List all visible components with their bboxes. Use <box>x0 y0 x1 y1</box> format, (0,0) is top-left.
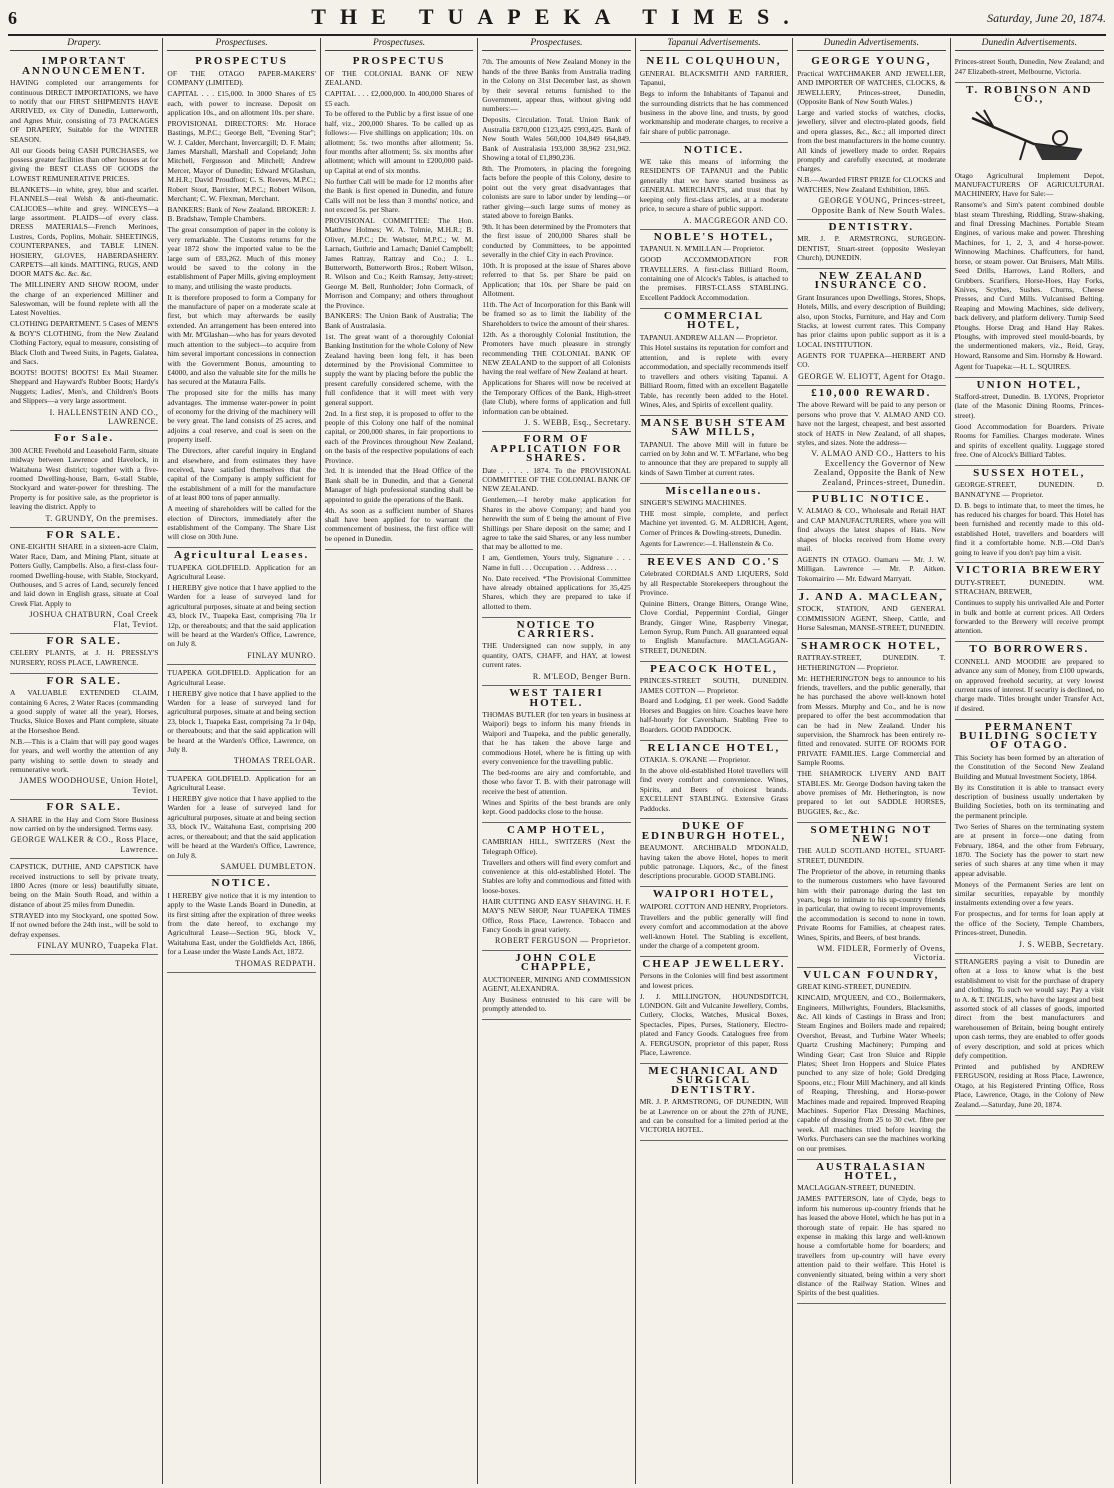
ad-signature: JAMES WOODHOUSE, Union Hotel, Teviot. <box>19 776 159 795</box>
ad-paragraph: 1st. The great want of a thoroughly Colonial Banking Institution for the whole Colony of New Zealand having been long felt, it has been determined by the Provisional Committee to supply the want by placing before the public the present carefully considered scheme, with the full confidence that it will meet with very general support. <box>324 331 474 407</box>
ad-paragraph: AUCTIONEER, MINING AND COMMISSION AGENT, ALEXANDRA. <box>482 974 631 993</box>
ad-paragraph: J. J. MILLINGTON, HOUNDSDITCH, LONDON. Gilt and Vulcanite Jewellery, Combs, Cutlery, Clocks, Watches, Musical Boxes, Spectacles, Pipes, Purses, Stationery, Electro-plated and Fancy Goods. Catalogues free from A. FERGUSON, proprietor of this paper, Ross Place, Lawrence. <box>639 991 789 1057</box>
advertisement <box>167 548 315 665</box>
issue-date: Saturday, June 20, 1874. <box>987 11 1106 25</box>
ad-paragraph: Agents for Lawrence:—I. Hallenstein & Co. <box>639 538 774 548</box>
ad-signature: THOMAS REDPATH. <box>235 958 316 968</box>
advertisement <box>955 54 1104 82</box>
ad-paragraph: Travellers and the public generally will find every comfort and accommodation at the above well-known Hotel. The Stabling is excellent, under the charge of a competent groom. <box>639 912 789 950</box>
ad-title: PROSPECTUS <box>195 55 288 68</box>
advertisement <box>640 555 788 662</box>
ad-paragraph: TUAPEKA GOLDFIELD. Application for an Agricultural Lease. <box>167 773 316 793</box>
ad-signature: THOMAS TRELOAR. <box>233 756 316 766</box>
ad-paragraph: RATTRAY-STREET, DUNEDIN. T. HETHERINGTON — Proprietor. <box>797 653 946 672</box>
ad-paragraph: Applications for Shares will now be received at the Temporary Offices of the Bank, High-street (late Club), where forms of application and full information can be obtained. <box>482 378 631 416</box>
ad-paragraph: Persons in the Colonies will find best assortment and lowest prices. <box>639 971 789 990</box>
ad-paragraph: Mr. HETHERINGTON begs to announce to his friends, travellers, and the public generally, that he has purchased the above well-known hotel from Messrs. Murphy and Co., and he is now prepared to offer the best accommodation that can be had in New Zealand. Under his supervision, the Shamrock has been entirely re-fitted and renovated. SUITE OF ROOMS FOR PRIVATE FAMILIES. Large Commercial and Sample Rooms. <box>797 673 946 768</box>
ad-title: WEST TAIERI HOTEL. <box>509 687 604 709</box>
ad-title: TO BORROWERS. <box>969 643 1090 656</box>
advertisement <box>955 642 1104 719</box>
column-1 <box>6 38 163 1484</box>
ad-paragraph: BANKERS: Bank of New Zealand. BROKER: J. B. Bradshaw, Temple Chambers. <box>167 205 316 224</box>
ad-paragraph: HAIR CUTTING AND EASY SHAVING. H. F. MAY'S NEW SHOP, Near TUAPEKA TIMES Office, Ross Place, Lawrence. Tobacco and Fancy Goods in great variety. <box>482 896 631 934</box>
ad-title: NEIL COLQUHOUN, <box>646 55 782 68</box>
ad-paragraph: 7th. The amounts of New Zealand Money in the hands of the three Banks from Australia trading in the Colony on 31st December last, as shown by their several returns furnished to the Government, appear thus, without giving odd numbers:— <box>482 57 631 114</box>
advertisement <box>640 143 788 230</box>
ad-title: NOTICE TO CARRIERS. <box>516 618 597 641</box>
ad-signature: GEORGE W. ELIOTT, Agent for Otago. <box>798 371 946 381</box>
ad-paragraph: Continues to supply his unrivalled Ale and Porter in bulk and bottle at current prices. All Orders forwarded to the Brewery will receive prompt attention. <box>954 598 1104 636</box>
ad-paragraph: Wines and Spirits of the best brands are only kept. Good paddocks close to the house. <box>482 797 631 816</box>
ad-paragraph: CAMBRIAN HILL, SWITZERS (Next the Telegraph Office). <box>482 837 631 856</box>
ad-paragraph: This Society has been formed by an alteration of the Constitution of the Second New Zealand Building and Mutual Investment Society, 1864. <box>954 752 1104 781</box>
advertisement <box>10 800 158 859</box>
column-2 <box>163 38 320 1484</box>
advertisement <box>640 54 788 142</box>
column-heading: Dunedin Advertisements. <box>955 38 1104 51</box>
ad-signature: ROBERT FERGUSON — Proprietor. <box>495 936 631 946</box>
ad-signature: A. MACGREGOR AND CO. <box>683 215 789 225</box>
ad-title: Agricultural Leases. <box>173 549 310 562</box>
ad-signature: J. S. WEBB, Secretary. <box>1018 939 1104 949</box>
ad-signature: R. M'LEOD, Benger Burn. <box>532 671 631 681</box>
ad-title: T. ROBINSON AND CO., <box>965 83 1093 106</box>
plough-illustration <box>964 108 1094 168</box>
ad-paragraph: 8th. The Promoters, in placing the foregoing facts before the people of this Colony, desire to point out the very great disadvantages that colonists are sure to labor under by lending—or rather giving—such large sums of money as stated above to foreign Banks. <box>482 163 631 220</box>
column-5 <box>636 38 793 1484</box>
advertisement <box>640 309 788 416</box>
ad-paragraph: STOCK, STATION, AND GENERAL COMMISSION AGENT, Sheep, Cattle, and Horse Salesman, MANSE-STREET, DUNEDIN. <box>797 604 946 632</box>
advertisement <box>797 54 945 220</box>
advertisement <box>10 528 158 634</box>
ad-paragraph: A meeting of shareholders will be called for the election of Directors, immediately after the establishment of the Company. The Share List will close on 30th June. <box>167 504 316 542</box>
ad-title: NOBLE'S HOTEL, <box>653 230 775 243</box>
ad-title: £10,000 REWARD. <box>811 387 932 399</box>
advertisement <box>640 484 788 555</box>
advertisement <box>955 720 1104 954</box>
ad-signature: GEORGE WALKER & CO., Ross Place, Lawrence. <box>10 835 159 854</box>
advertisement <box>482 432 630 617</box>
masthead <box>8 4 1106 36</box>
ad-paragraph: BOOTS! BOOTS! BOOTS! Ex Mail Steamer. Sheppard and Hayward's Rubber Boots; Hardy's Nuggets; Ladies', Men's, and Children's Boots and Slippers—a very large assortment. <box>10 367 159 406</box>
ad-title: For Sale. <box>54 432 115 445</box>
ad-paragraph: A VALUABLE EXTENDED CLAIM, containing 6 Acres, 2 Water Races (commanding a good supply of water all the year), Horses, Trucks, Sluice Boxes and Plant complete, situate at the Horseshoe Bend. <box>10 688 159 735</box>
advertisement <box>640 819 788 887</box>
ad-paragraph: TUAPEKA GOLDFIELD. Application for an Agricultural Lease. <box>167 668 316 687</box>
ad-paragraph: 9th. It has been determined by the Promoters that the first issue of 200,000 Shares shall be conducted by Committees, to be appointed severally in the chief City in each Province. <box>482 221 631 260</box>
ad-paragraph: The bed-rooms are airy and comfortable, and those who favor T. B. with their patronage will receive the best of attention. <box>482 767 631 796</box>
ad-paragraph: AGENTS FOR TUAPEKA—HERBERT AND CO. <box>797 350 946 370</box>
ad-title: VULCAN FOUNDRY, <box>803 968 940 981</box>
ad-title: RELIANCE HOTEL, <box>647 741 781 754</box>
ad-title: PROSPECTUS <box>352 55 446 68</box>
ad-title: FOR SALE. <box>46 674 122 687</box>
ad-paragraph: BANKERS: The Union Bank of Australia; The Bank of Australasia. <box>324 311 474 330</box>
ad-signature: FINLAY MUNRO, Tuapeka Flat. <box>37 940 159 950</box>
ad-paragraph: TAPANUI. ANDREW ALLAN — Proprietor. <box>639 332 778 342</box>
column-heading: Prospectuses. <box>325 38 473 51</box>
ad-paragraph: I HEREBY give notice that I have applied to the Warden for a lease of surveyed land for agricultural purposes, situate at and being section 43, block IV., Tuapeka East, comprising 70a 1r 12p, or thereabouts; and that the said application will be heard at the Warden's Office, Lawrence, on July 8. <box>167 582 316 649</box>
ad-paragraph: CAPITAL . . . £2,000,000. In 400,000 Shares of £5 each. <box>324 89 474 108</box>
ad-paragraph: All our Goods being CASH PURCHASES, we possess greater facilities than other houses at for giving the BEST CLASS OF GOODS the LOWEST REMUNERATIVE PRICES. <box>10 145 159 183</box>
ad-title: AUSTRALASIAN HOTEL, <box>815 1160 927 1182</box>
ad-title: FOR SALE. <box>46 801 122 814</box>
ad-title: REEVES AND CO.'S <box>647 555 781 568</box>
ad-paragraph: Begs to inform the Inhabitants of Tapanui and the surrounding districts that he has commenced business in the above line, and trusts, by good workmanship and moderate charges, to receive a fair share of public patronage. <box>639 89 789 136</box>
ad-paragraph: PRINCES-STREET SOUTH, DUNEDIN. JAMES COTTON — Proprietor. <box>639 676 789 695</box>
ad-paragraph: Stafford-street, Dunedin. B. LYONS, Proprietor (late of the Masonic Dining Rooms, Princes-street). <box>954 391 1104 420</box>
ad-paragraph: KINCAID, M'QUEEN, and CO., Boilermakers, Engineers, Millwrights, Founders, Blacksmiths, &c. All kinds of Castings in Brass and Iron; Steam Engines and Boilers made and repaired; Overshot, Breast, and Turbine Water Wheels; Quartz Crushing Machinery; Pumping and Winding Gear; Cast Iron Sluice and Ripple Plates; Sheet Iron Hoppers and Sluice Plates punched to any size of hole; Gold Dredging Spoons, etc.; Flour Mill Machinery, and all kinds of Reaping, Threshing, and Horse-power Machines made and repaired. Improved Reaping Machines. Superior Flax Dressing Machines, capable of dressing from 25 to 30 cwt. fibre per week. All machines tried before leaving the Works. Purchasers can see the machines working on our premises. <box>797 993 946 1153</box>
column-heading: Tapanui Advertisements. <box>640 38 788 51</box>
page-number: 6 <box>8 8 17 28</box>
ad-paragraph: To be offered to the Public by a first issue of one half, viz., 200,000 Shares. To be called up as follows:— Five shillings on application; 10s. on allotment; 5s. two months after allotment; 5s. four months after allotment; 5s. six months after allotment; which will amount to £200,000 paid-up Capital at end of six months. <box>324 109 474 175</box>
ad-paragraph: The MILLINERY AND SHOW ROOM, under the charge of an experienced Milliner and Saleswoman, will be found replete with all the Latest Novelties. <box>10 280 159 318</box>
advertisement <box>167 771 315 877</box>
newspaper-title: THE TUAPEKA TIMES. <box>311 4 803 29</box>
ad-signature: WM. FIDLER, Formerly of Ovens, Victoria. <box>817 944 946 963</box>
ad-signature: V. ALMAO AND CO., Hatters to his Excellency the Governor of New Zealand, Opposite the Bank of New Zealand, Princes-street, Dunedin. <box>811 449 946 487</box>
ad-paragraph: N.B.—Awarded FIRST PRIZE for CLOCKS and WATCHES, New Zealand Exhibition, 1865. <box>797 175 946 194</box>
ad-title: PEACOCK HOTEL, <box>650 662 778 675</box>
ad-paragraph: The Directors, after careful inquiry in England and elsewhere, and from estimates they have received, have satisfied themselves that the capital of the Company is amply sufficient for the establishment of a mill for the manufacture of at least 800 tons of paper annually. <box>167 446 316 503</box>
ad-paragraph: DUTY-STREET, DUNEDIN. WM. STRACHAN, BREWER, <box>954 577 1104 597</box>
ad-paragraph: I HEREBY give notice that I have applied to the Warden for a lease of surveyed land for agricultural purposes, situate at and being section 23, block 1, Tuapeka East, comprising 7a 1r 04p, or thereabouts; and that the said application will be heard at the Warden's Office, Lawrence, on July 8. <box>167 688 316 754</box>
advertisement <box>10 674 158 800</box>
ad-paragraph: Agent for Tuapeka:—H. L. SQUIRES. <box>954 361 1072 371</box>
ad-paragraph: CONNELL AND MOODIE are prepared to advance any sum of Money, from £100 upwards, on approved freehold security, at very lowest current rates of interest. If security is declined, no charge made. Titles brought under Transfer Act, if desired. <box>954 656 1104 713</box>
ad-paragraph: I HEREBY give notice that I have applied to the Warden for a lease of surveyed land for agricultural purposes, situate at and being section 33, block IV., Waitahuna East, comprising 200 acres, or thereabout; and that the said application will be heard at the Warden's Office, Lawrence, on July 8. <box>167 794 316 860</box>
ad-paragraph: PROVISIONAL COMMITTEE: The Hon. Matthew Holmes; W. A. Tolmie, M.H.R.; B. Oliver, M.P.C.; Dr. Webster, M.P.C.; W. M. Larnach, Guthrie and Larnach; Daniel Campbell; James Rattray, Rattray and Co.; J. L. Butterworth, Butterworth Bros.; Robert Wilson, R. Wilson and Co.; Keith Ramsay, Jetty-street; George M. Bell, Runholder; John Cormack, of Morrison and Company; and others throughout the Province. <box>324 215 474 310</box>
ad-signature: FINLAY MUNRO. <box>247 650 316 660</box>
ad-title: GEORGE YOUNG, <box>811 55 932 68</box>
ad-paragraph: GOOD ACCOMMODATION FOR TRAVELLERS. A first-class Billiard Room, containing one of Alcock's Tables, is attached to the premises. FIRST-CLASS STABLING. Excellent Paddock Accommodation. <box>639 255 789 302</box>
advertisement <box>797 220 945 269</box>
ad-paragraph: I HEREBY give notice that it is my intention to apply to the Waste Lands Board in Dunedin, at its first sitting after the expiration of three weeks from the date hereof, to exchange my Agricultural Lease—Section 9G, block V., Waitahuna East, under the Goldfields Act, 1866, for a Lease under the Waste Lands Act, 1872. <box>167 890 316 957</box>
ad-paragraph: For prospectus, and for terms for loan apply at the office of the Society, Temple Chambers, Princes-street, Dunedin. <box>954 909 1104 938</box>
ad-signature: J. S. WEBB, Esq., Secretary. <box>524 417 631 427</box>
ad-paragraph: In the above old-established Hotel travellers will find every comfort and convenience. Wines, Spirits, and Beers of choicest brands. EXCELLENT STABLING. Extensive Grass Paddocks. <box>639 765 789 813</box>
ad-paragraph: Printed and published by ANDREW FERGUSON, residing at Ross Place, Lawrence, Otago, at his Registered Printing Office, Ross Place, Lawrence, Otago, in the Colony of New Zealand.—Saturday, June 20, 1874. <box>954 1061 1104 1109</box>
column-heading: Prospectuses. <box>167 38 315 51</box>
ad-paragraph: V. ALMAO & CO., Wholesale and Retail HAT and CAP MANUFACTURERS, where you will find always the latest shapes of Hats. New shapes of blocks received from Home every mail. <box>797 506 946 554</box>
advertisement <box>797 823 945 968</box>
advertisement <box>167 54 315 548</box>
ad-paragraph: 2nd. In a first step, it is proposed to offer to the people of this Colony one half of the nominal capital, or 200,000 shares, in fair proportions to each of the Provinces throughout New Zealand, on the basis of the respective populations of each Province. <box>324 408 474 465</box>
ad-title: MANSE BUSH STEAM SAW MILLS, <box>640 416 788 439</box>
ad-paragraph: STRAYED into my Stockyard, one spotted Sow. If not owned before the 24th inst., will be sold to defray expenses. <box>10 910 159 939</box>
ad-paragraph: Deposits. Circulation. Total. Union Bank of Australia £870,000 £123,425 £993,425. Bank of New South Wales 560,000 104,849 664,849. Bank of Australasia 193,000 38,962 231,962. Showing a total of £1,890,236. <box>482 115 631 162</box>
ad-paragraph: D. B. begs to intimate that, to meet the times, he has reduced his charges for board. This Hotel has been furnished and recently made to this old-established Hotel, travellers and boarders will find it a comfortable home. N.B.—Old Dan's going to leave if you don't pay him a visit. <box>954 500 1104 557</box>
ad-title: CHEAP JEWELLERY. <box>642 957 786 970</box>
ad-paragraph: TUAPEKA GOLDFIELD. Application for an Agricultural Lease. <box>167 562 316 582</box>
advertisement <box>640 230 788 309</box>
advertisement <box>640 741 788 820</box>
ad-paragraph: Princes-street South, Dunedin, New Zealand; and 247 Elizabeth-street, Melbourne, Victoria. <box>954 57 1104 76</box>
advertisement <box>955 563 1104 642</box>
ad-paragraph: CLOTHING DEPARTMENT. 5 Cases of MEN'S & BOY'S CLOTHING, from the New Zealand Clothing Factory, equal to measure, consisting of Black Cloth and Tweed Suits, in Pagets, Galatea, and Sacs. <box>10 319 159 366</box>
ad-signature: SAMUEL DUMBLETON. <box>220 861 316 871</box>
ad-title: CAMP HOTEL, <box>506 823 606 836</box>
ad-title: NEW ZEALAND INSURANCE CO. <box>814 270 929 292</box>
ad-paragraph: 3rd. It is intended that the Head Office of the Bank shall be in Dunedin, and that a General Manager of high professional standing shall be appointed to guide the operations of the Bank. <box>324 466 474 504</box>
ad-title: PERMANENT BUILDING SOCIETY OF OTAGO. <box>959 720 1100 752</box>
ad-title: SUSSEX HOTEL, <box>973 466 1086 479</box>
ad-paragraph: THE AULD SCOTLAND HOTEL, STUART-STREET, DUNEDIN. <box>797 846 946 865</box>
ad-title: J. AND A. MACLEAN, <box>798 590 945 603</box>
ad-paragraph: HAVING completed our arrangements for continuous DIRECT IMPORTATIONS, we have to notify that our FIRST SHIPMENTS HAVE ARRIVED, ex City of Dunedin, Lutterworth, and Agnes Muir, consisting of 73 PACKAGES OF DRAPERY, Suitable for the WINTER SEASON. <box>10 78 159 144</box>
ad-paragraph: 300 ACRE Freehold and Leasehold Farm, situate midway between Lawrence and Havelock, in Waitahuna West district; together with a five-roomed Dwelling-house, Barn, 6-stall Stable, Stockyard and water-power for threshing. The Property is for positive sale, as the proprietor is leaving the district. Apply to <box>10 445 159 512</box>
advertisement <box>955 954 1104 1116</box>
ad-paragraph: STRANGERS paying a visit to Dunedin are often at a loss to know what is the best establishment to visit for the purchase of drapery and clothing. To such we would say: Pay a visit to A. & T. INGLIS, who have the largest and best assorted stock of all classes of goods, imported direct from the best manufacturers and warehousemen of Britain, being bought entirely upon cash terms, they are enabled to offer goods of every description, and sold at prices which defy competition. <box>954 957 1104 1061</box>
column-heading: Drapery. <box>10 38 158 51</box>
advertisement <box>797 1160 945 1305</box>
ad-paragraph: Practical WATCHMAKER AND JEWELLER, AND IMPORTER OF WATCHES, CLOCKS, & JEWELLERY, Princes-street, Dunedin, (Opposite Bank of New South Wales.) <box>797 68 946 107</box>
ad-paragraph: No. Date received. *The Provisional Committee have already obtained applications for 35,425 Shares, which they are prepared to take if allotted to them. <box>482 573 631 611</box>
ad-paragraph: TAPANUI. N. M'MILLAN — Proprietor. <box>639 244 765 254</box>
ad-paragraph: AGENTS IN OTAGO. Oamaru — Mr. J. W. Milligan. Lawrence — Mr. P. Aitken. Tokomairiro — Mr. Edward Marryatt. <box>797 555 946 583</box>
column-3 <box>321 38 478 1484</box>
ad-paragraph: OF THE COLONIAL BANK OF NEW ZEALAND. <box>324 68 474 88</box>
ad-paragraph: GEORGE-STREET, DUNEDIN. D. BANNATYNE — Proprietor. <box>954 480 1104 499</box>
advertisement <box>640 957 788 1064</box>
ad-paragraph: By its Constitution it is able to transact every description of business usually undertaken by Building Societies, both on its terminating and the permanent principle. <box>954 782 1104 820</box>
ad-paragraph: N.B.—This is a Claim that will pay good wages for years, and well worthy the attention of any party wishing to settle down to steady and remunerative work. <box>10 736 159 774</box>
ad-paragraph: I am, Gentlemen, Yours truly, Signature . . . Name in full . . . Occupation . . . Address . . . <box>482 553 631 572</box>
ad-paragraph: The proposed site for the mills has many advantages. The immense water-power in point of economy for the driving of the machinery will be very great. The land consists of 25 acres, and adjoins a coal reserve, and coal is seen on the property itself. <box>167 388 316 445</box>
ad-title: SHAMROCK HOTEL, <box>801 639 942 652</box>
advertisement <box>482 951 630 1020</box>
advertisement <box>482 54 630 432</box>
column-7 <box>951 38 1108 1484</box>
ad-paragraph: Celebrated CORDIALS AND LIQUERS, Sold by all Respectable Storekeepers throughout the Province. <box>639 569 789 597</box>
column-4 <box>478 38 635 1484</box>
ad-paragraph: PROVISIONAL DIRECTORS: Mr. Horace Bastings, M.P.C.; George Bell, "Evening Star"; W. J. Calder, Merchant, Invercargill; D. F. Main; James Marshall, Marshall and Copeland; John Mitchell, Fergusson and Mitchell; Andrew Mercer, Mayor of Dunedin; Edward M'Glashan, M.H.R.; David Proudfoot; C. S. Reeves, M.P.C.; Robert Stout, Barrister, M.P.C.; Robert Wilson, Merchant; C. W. Flexman, Merchant. <box>167 118 316 204</box>
ad-paragraph: MR. J. P. ARMSTRONG, SURGEON-DENTIST, Stuart-street (opposite Wesleyan Church), DUNEDIN. <box>797 234 946 263</box>
advertisement <box>10 859 158 955</box>
ad-paragraph: Travellers and others will find every comfort and convenience at this old-established Hotel. The Stables are lofty and commodious and fitted with loose-boxes. <box>482 857 631 895</box>
ad-signature: T. GRUNDY, On the premises. <box>45 513 159 523</box>
ad-paragraph: A SHARE in the Hay and Corn Store Business now carried on by the undersigned. Terms easy. <box>10 814 159 833</box>
advertisement <box>640 887 788 956</box>
advertisement <box>10 634 158 674</box>
ad-paragraph: MR. J. P. ARMSTRONG, OF DUNEDIN, Will be at Lawrence on or about the 27th of JUNE, and can be consulted for a limited period at the VICTORIA HOTEL. <box>639 1097 789 1135</box>
ad-paragraph: MACLAGGAN-STREET, DUNEDIN. <box>797 1183 916 1193</box>
advertisement <box>955 378 1104 466</box>
ad-paragraph: BEAUMONT. ARCHIBALD M'DONALD, having taken the above Hotel, hopes to merit public patronage. Liquors, &c., of the finest descriptions procurable. GOOD STABLING. <box>639 843 789 881</box>
ad-title: SOMETHING NOT NEW! <box>810 823 933 846</box>
ad-paragraph: BLANKETS—in white, grey, blue and scarlet. FLANNELS—real Welsh & anti-rheumatic. CALICOES—white and grey. WINCEYS—a large assortment. PLAIDS—of every class. DRESS MATERIALS—French Merinoes, Lustres, Cords, Poplins, Mohair. SHEETINGS, COUNTERPANES, and TABLE LINEN. HOSIERY, GLOVES, HABERDASHERY. CARPETS—all kinds. MATTING, RUGS, AND DOOR MATS &c. &c. &c. <box>10 184 159 279</box>
advertisement <box>482 823 630 951</box>
advertisement <box>797 492 945 590</box>
ad-paragraph: OF THE OTAGO PAPER-MAKERS' COMPANY (LIMITED). <box>167 68 316 88</box>
advertisement <box>797 269 945 386</box>
ad-title: FOR SALE. <box>46 635 122 648</box>
ad-paragraph: WAIPORI. COTTON AND HENRY, Proprietors. <box>639 901 788 911</box>
advertisement <box>797 639 945 823</box>
ad-title: FORM OF APPLICATION FOR SHARES. <box>490 433 623 465</box>
ad-paragraph: No further Call will be made for 12 months after the Bank is first opened in Dunedin, and future Calls will not be less than 3 months' notice, and not exceed 5s. per Share. <box>324 176 474 214</box>
ad-paragraph: GREAT KING-STREET, DUNEDIN. <box>797 982 912 992</box>
ad-paragraph: Two Series of Shares on the terminating system are at present in force—one dating from February, 1864, and the other from February, 1870. The Society has the power to start new series of such shares at any time when it may appear advisable. <box>954 821 1104 878</box>
ad-paragraph: ONE-EIGHTH SHARE in a sixteen-acre Claim, Water Race, Dam, and Mining Plant, situate at Potters Gully, Campbells. Also, a first-class four-roomed Dwelling-house, with Stable, Stockyard, Outhouses, and 5 acres of Land, securely fenced and laid down in English grass, situate at Coal Creek Flat. Apply to <box>10 542 159 608</box>
columns <box>6 38 1108 1484</box>
ad-paragraph: It is therefore proposed to form a Company for the manufacture of paper on a moderate scale at first, but which may afterwards be easily extended. An arrangement has been entered into with Mr. M'Glashan—who has for years devoted much attention to the subject—to acquire from him several important concessions in connection with the Government Bonus, amounting to £4000, and also the valuable site for the mills he has secured at the Mataura Falls. <box>167 292 316 387</box>
ad-paragraph: Grant Insurances upon Dwellings, Stores, Shops, Hotels, Mills, and every description of Building; also, upon Stocks, Furniture, and Hay and Corn Stacks, at lowest current rates. This Company has prior claims upon public support as it is a LOCAL INSTITUTION. <box>797 292 946 349</box>
ad-paragraph: Large and varied stocks of watches, clocks, jewellery, silver and electro-plated goods, field and opera glasses, &c., &c.; all imported direct from the best manufacturers in the home country. All kinds of jewellery made to order. Repairs promptly and carefully executed, at moderate charges. <box>797 107 946 174</box>
ad-paragraph: 4th. As soon as a sufficient number of Shares shall have been applied for to warrant the commencement of business, the first office will be opened in Dunedin. <box>324 505 474 543</box>
advertisement <box>167 665 315 771</box>
advertisement <box>640 1064 788 1141</box>
advertisement <box>955 466 1104 564</box>
column-heading: Dunedin Advertisements. <box>797 38 945 51</box>
ad-title: FOR SALE. <box>46 529 122 541</box>
ad-signature: GEORGE YOUNG, Princes-street, Opposite Bank of New South Wales. <box>811 196 946 215</box>
ad-paragraph: THE Undersigned can now supply, in any quantity, OATS, CHAFF, and HAY, at lowest current rates. <box>482 641 631 670</box>
ad-title: DENTISTRY. <box>828 220 915 233</box>
advertisement <box>640 416 788 484</box>
advertisement <box>167 876 315 973</box>
ad-title: WAIPORI HOTEL, <box>652 888 775 901</box>
ad-title: Miscellaneous. <box>665 484 763 497</box>
advertisement <box>797 590 945 639</box>
advertisement <box>797 386 945 492</box>
ad-paragraph: 12th. As a thoroughly Colonial Institution, the Promoters have much pleasure in strongly recommending THE COLONIAL BANK OF NEW ZEALAND to the support of all Colonists having the real welfare of New Zealand at heart. <box>482 329 631 377</box>
advertisement <box>10 54 158 431</box>
ad-paragraph: CELERY PLANTS, at J. H. PRESSLY'S NURSERY, ROSS PLACE, LAWRENCE. <box>10 648 159 667</box>
ad-paragraph: Gentlemen,—I hereby make application for Shares in the above Company; and hand you herewith the sum of £ being the amount of Five Shillings per Share deposit on the same; and I agree to take the said Shares, or any less number that may be allotted to me. <box>482 495 631 552</box>
ad-paragraph: 10th. It is proposed at the issue of Shares above referred to that 5s. per Share be paid on Application; that 10s. per Share be paid on Allotment. <box>482 260 631 299</box>
ad-paragraph: JAMES PATTERSON, late of Clyde, begs to inform his numerous up-country friends that he has leased the above Hotel, which he has put in a thorough state of repair. He has spared no expense in making this large and well-known house a comfortable home for boarders; and travellers from up-country will have every attention paid to their welfare. This Hotel is conveniently situated, being within a very short distance of the Railway Station. Wines and Spirits of the best qualities. <box>797 1194 946 1298</box>
ad-paragraph: The above Reward will be paid to any person or persons who prove that V. ALMAO AND CO. have not the largest, cheapest, and best assorted stock of HATS in New Zealand, of all shapes, styles, and sizes. Note the address— <box>797 400 946 448</box>
ad-paragraph: Ransome's and Sim's patent combined double blast steam Threshing, Riddling, Straw-shaking, and final Dressing Machines. Portable Steam Engines, of various make and power. Threshing Machines, for 1, 2, 3, and 4 horse-power. Winnowing Machines. Chaffcutters, for hand, horse, or steam power. Oat Bruisers, Malt Mills. Seed Drills, Harrows, Land Rollers, and Grubbers. Scarifiers, Horse-Hoes, Hay Forks, Knives, Scythes, Sushes. Churns, Cheese Presses, and Curd Mills. Vulcanised Belting. Reaping and Mowing Machines, side delivery, back delivery, and platform delivery. Turnip Seed Ploughs. Horse Drag and Hand Hay Rakes. Ploughs, with improved steel mould-boards, by the undermentioned makers, viz., Reid, Gray, Howard, Ransome and Sim. Hornsby & Howard. <box>954 200 1104 360</box>
advertisement <box>482 618 630 686</box>
ad-paragraph: THE SHAMROCK LIVERY AND BAIT STABLES. Mr. George Dodson having taken the above premises of Mr. Hetherington, is now prepared to let out SADDLE HORSES, BUGGIES, &c., &c. <box>797 769 946 816</box>
ad-paragraph: Date . . . . . 1874. To the PROVISIONAL COMMITTEE OF THE COLONIAL BANK OF NEW ZEALAND. <box>482 465 631 494</box>
ad-paragraph: CAPITAL . . . £15,000. In 3000 Shares of £5 each, with power to increase. Deposit on application 10s., and on allotment 10s. per share. <box>167 89 316 117</box>
ad-title: MECHANICAL AND SURGICAL DENTISTRY. <box>648 1064 780 1096</box>
ad-signature: JOSHUA CHATBURN, Coal Creek Flat, Teviot. <box>29 610 159 629</box>
ad-paragraph: Board and Lodging, £1 per week. Good Saddle Horses and Buggies on hire. Coaches leave here half-hourly for Caversham. Stabling Free to Boarders. GOOD PADDOCK. <box>639 696 789 734</box>
ad-title: NOTICE. <box>683 143 744 156</box>
ad-paragraph: THE most simple, complete, and perfect Machine yet invented. G. M. ALDRICH, Agent, Corner of Princes & Dowling-streets, Dunedin. <box>639 509 789 537</box>
ad-paragraph: CAPSTICK, DUTHIE, AND CAPSTICK have received instructions to sell by private treaty, 1800 Acres (more or less) beautifully situate, being on the Main South Road, and within a distance of about 25 miles from Dunedin. <box>10 862 159 909</box>
ad-title: VICTORIA BREWERY <box>955 564 1103 577</box>
advertisement <box>10 431 158 528</box>
ad-paragraph: SINGER'S SEWING MACHINES. <box>639 498 747 508</box>
ad-paragraph: THOMAS BUTLER (for ten years in business at Waipori) begs to inform his many friends in Waipori and Tuapeka, and the public generally, that he has taken the above large and commodious Hotel, where he is fitting up with every convenience for the travelling public. <box>482 709 631 766</box>
ad-paragraph: Any Business entrusted to his care will be promptly attended to. <box>482 994 631 1014</box>
ad-title: NOTICE. <box>211 877 272 890</box>
column-6 <box>793 38 950 1484</box>
ad-paragraph: Otago Agricultural Implement Depot, MANUFACTURERS OF AGRICULTURAL MACHINERY, Have for Sale:— <box>954 170 1104 199</box>
ad-signature: I. HALLENSTEIN AND CO., LAWRENCE. <box>49 407 159 426</box>
advertisement <box>640 662 788 741</box>
ad-title: JOHN COLE CHAPPLE, <box>515 951 598 974</box>
ad-title: DUKE OF EDINBURGH HOTEL, <box>641 820 787 842</box>
ad-title: UNION HOTEL, <box>976 378 1082 391</box>
ad-paragraph: GENERAL BLACKSMITH AND FARRIER, Tapanui, <box>639 68 789 88</box>
advertisement <box>955 83 1104 378</box>
ad-paragraph: The great consumption of paper in the colony is very remarkable. The Customs returns for the year 1872 show the imported value to be the large sum of £83,262. Much of this money would be saved to the colony in the establishment of Paper Mills, giving employment to many, and utilising the waste products. <box>167 225 316 291</box>
column-heading: Prospectuses. <box>482 38 630 51</box>
ad-paragraph: WE take this means of informing the RESIDENTS OF TAPANUI and the Public generally that we have started business as GENERAL MERCHANTS, and trust that by keeping only first-class articles, at a moderate price, to secure a share of public support. <box>639 157 789 214</box>
ad-title: IMPORTANT ANNOUNCEMENT. <box>21 55 147 77</box>
ad-paragraph: This Hotel sustains its reputation for comfort and attention, and is replete with every accommodation, and specially recommends itself to travellers and others visiting Tapanui. A Billiard Room, fitted with an excellent Bagatelle Table, has recently been added to the Hotel. Wines, Ales, and Spirits of excellent quality. <box>639 343 789 409</box>
advertisement <box>482 686 630 823</box>
ad-title: PUBLIC NOTICE. <box>812 493 931 506</box>
ad-paragraph: Quinine Bitters, Orange Bitters, Orange Wine, Clove Cordial, Peppermint Cordial, Ginger Brandy, Ginger Wine, Raspberry Vinegar, Lemon Syrup, Rum Punch. All guaranteed equal to English Manufacture. MACLAGGAN-STREET, DUNEDIN. <box>639 598 789 655</box>
advertisement <box>325 54 473 549</box>
ad-title: COMMERCIAL HOTEL, <box>663 309 764 332</box>
ad-paragraph: OTAKIA. S. O'KANE — Proprietor. <box>639 755 751 764</box>
ad-paragraph: TAPANUI. The above Mill will in future be carried on by John and W. T. M'Farlane, who beg to announce that they are prepared to supply all kinds of Sawn Timber at current rates. <box>639 439 789 477</box>
advertisement <box>797 968 945 1160</box>
ad-paragraph: Moneys of the Permanent Series are lent on similar securities, repayable by monthly instalments extending over a few years. <box>954 879 1104 908</box>
ad-paragraph: 11th. The Act of Incorporation for this Bank will be framed so as to limit the liability of the Shareholders to twice the amount of their shares. <box>482 300 631 328</box>
ad-paragraph: Good Accommodation for Boarders. Private Rooms for Families. Charges moderate. Wines and spirits of excellent quality. Luggage stored free. One of Alcock's Billiard Tables. <box>954 421 1104 459</box>
ad-paragraph: The Proprietor of the above, in returning thanks to the numerous customers who have favoured him with their patronage during the last ten years, begs to intimate to his up-country friends in particular, that owing to recent improvements, the accommodation is second to none in town. Private Rooms for Families, at cheapest rates. Wines, Spirits, and Beers, of best brands. <box>797 866 946 942</box>
